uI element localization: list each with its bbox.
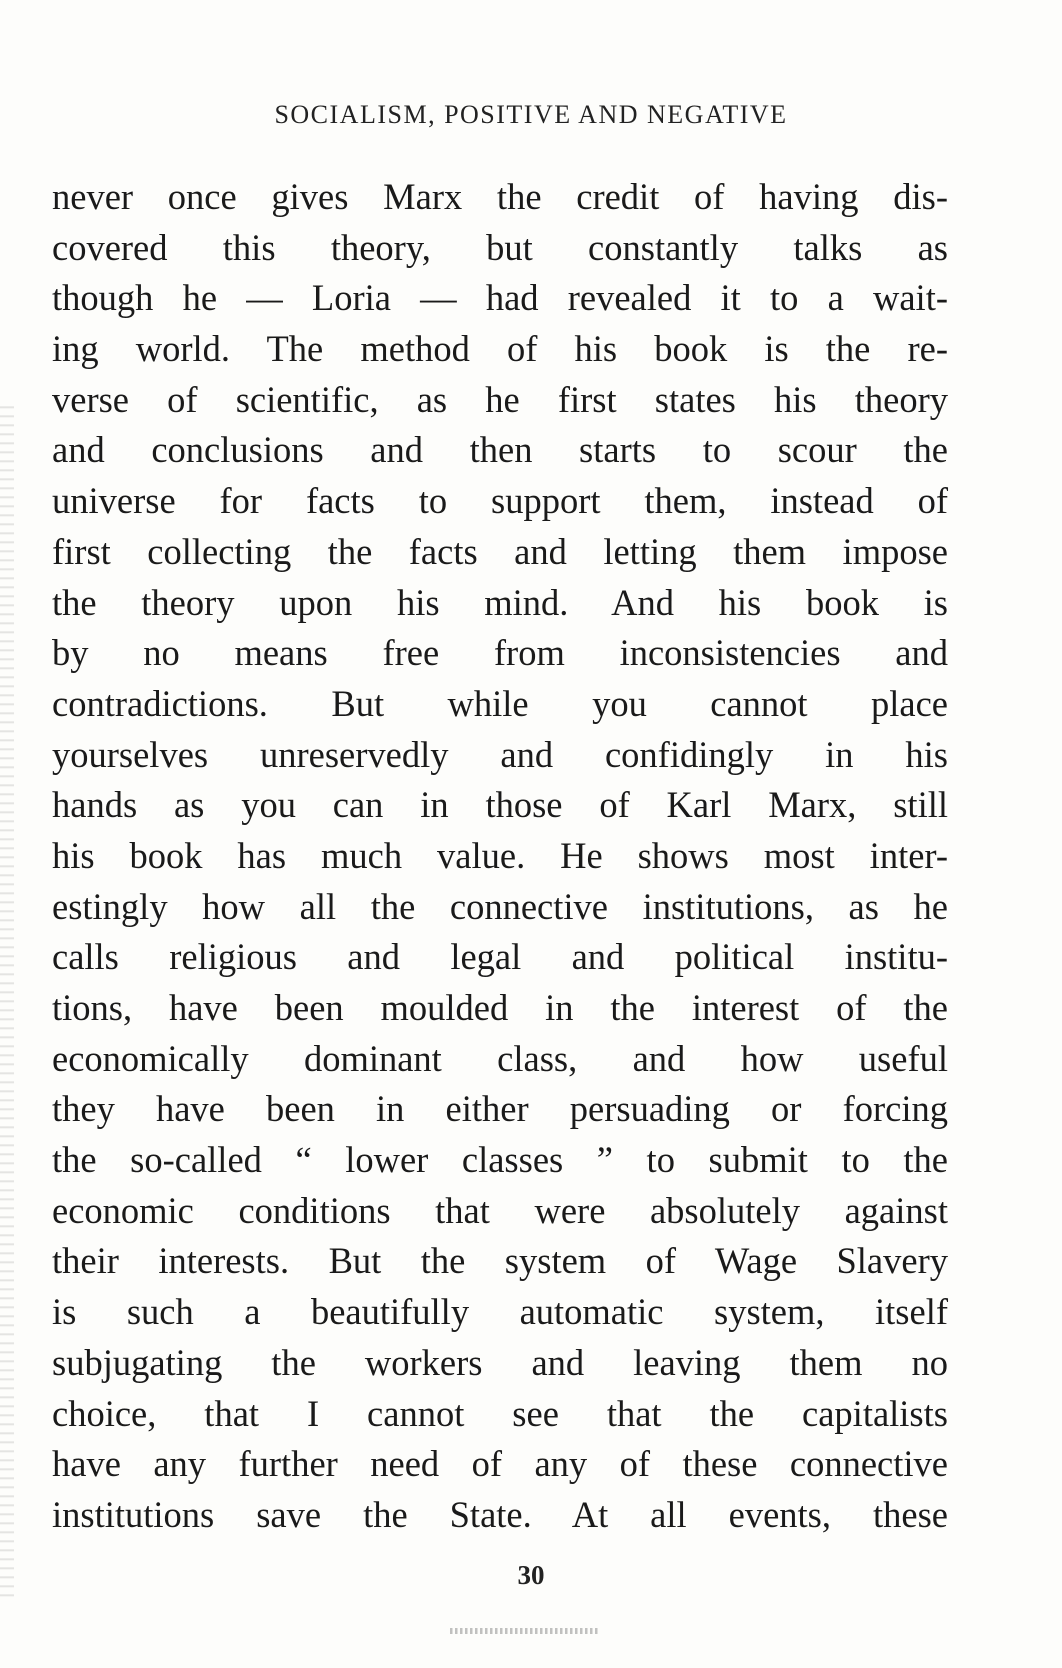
text-line: estingly how all the connective institutions, as he	[52, 885, 948, 927]
text-line: economic conditions that were absolutely against	[52, 1189, 948, 1231]
text-line: is such a beautifully automatic system, itself	[52, 1291, 948, 1333]
text-line: the so-called “ lower classes ” to submit to the	[52, 1139, 948, 1181]
text-line: ing world. The method of his book is the re-	[52, 328, 948, 370]
text-line: by no means free from inconsistencies and	[52, 632, 948, 674]
text-line: institutions save the State. At all events, these	[52, 1493, 948, 1535]
text-line: contradictions. But while you cannot place	[52, 682, 948, 724]
text-line: universe for facts to support them, instead of	[52, 480, 948, 522]
text-line: they have been in either persuading or forcing	[52, 1088, 948, 1130]
page-number: 30	[517, 1560, 545, 1590]
text-line: have any further need of any of these connective	[52, 1443, 948, 1485]
text-line: never once gives Marx the credit of having dis-	[52, 176, 948, 217]
text-line: subjugating the workers and leaving them no	[52, 1341, 948, 1383]
text-line: their interests. But the system of Wage Slavery	[52, 1240, 948, 1282]
text-line: calls religious and legal and political institu-	[52, 936, 948, 978]
body-text	[52, 172, 948, 1541]
running-head: SOCIALISM, POSITIVE AND NEGATIVE	[274, 100, 788, 129]
text-line: yourselves unreservedly and confidingly in his	[52, 733, 948, 775]
text-line: economically dominant class, and how useful	[52, 1037, 948, 1079]
scan-margin-artifact	[0, 400, 14, 1600]
text-line: the theory upon his mind. And his book is	[52, 581, 948, 623]
text-line: though he — Loria — had revealed it to a wait-	[52, 277, 948, 319]
text-line: verse of scientific, as he first states his theory	[52, 378, 948, 420]
text-line: and conclusions and then starts to scour the	[52, 429, 948, 471]
text-line: covered this theory, but constantly talks as	[52, 226, 948, 268]
scan-bottom-artifact	[450, 1628, 600, 1634]
text-line: first collecting the facts and letting them impose	[52, 530, 948, 572]
text-line: his book has much value. He shows most inter-	[52, 834, 948, 876]
text-line: tions, have been moulded in the interest of the	[52, 987, 948, 1028]
text-line: hands as you can in those of Karl Marx, still	[52, 784, 948, 826]
text-line: choice, that I cannot see that the capitalists	[52, 1392, 948, 1434]
